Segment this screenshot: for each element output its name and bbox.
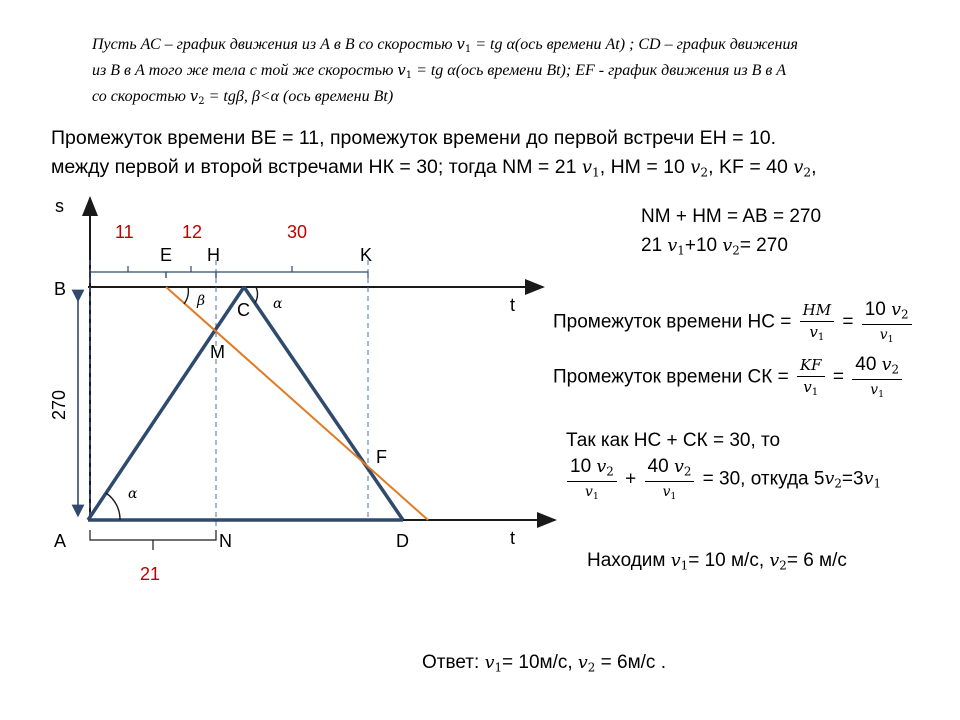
label-t-top: t: [510, 295, 516, 315]
fraction-40v2-over-v1: $\frac{40 v_2}{v_1}$: [852, 355, 902, 400]
angle-beta-label: β: [197, 293, 206, 309]
result-line: Находим $v_1= 10$ м/с, $v_2= 6$ м/с: [587, 550, 847, 573]
v1-symbol: $v_1$: [667, 236, 685, 258]
intro-text: = tg α(ось времени Bt); EF - график движения из В в А: [412, 62, 787, 79]
v2-symbol: $v_2$: [189, 88, 205, 107]
since-line-1: Так как НС + СК = 30, то: [566, 430, 781, 451]
angle-beta-arc: [184, 287, 188, 304]
angle-alpha-label-c: α: [273, 296, 283, 312]
v1-symbol: $v_1$: [456, 36, 472, 55]
fraction-kf-over-v1: $\frac{KF}{v_1}$: [797, 357, 825, 398]
brace-eh: [166, 266, 216, 278]
brace-an: [90, 530, 216, 550]
angle-alpha-arc-a: [106, 493, 120, 520]
v2-symbol: $v_2$: [824, 469, 842, 491]
line-ef: [166, 287, 428, 520]
interval-ck: Промежуток времени СК = $\frac{KF}{v_1}$ = $\frac{40 v_2}{v_1}$: [553, 355, 905, 400]
label-e: E: [160, 245, 173, 265]
answer-line: Ответ: $v_1= 10м/с$, $v_2 = 6м/с$ .: [422, 652, 666, 675]
brace-eh-value: 12: [182, 222, 203, 242]
v2-symbol: $v_2$: [769, 551, 787, 573]
fraction-10v2-over-v1: $\frac{10 v_2}{v_1}$: [862, 300, 912, 345]
v1-symbol: $v_1$: [581, 157, 600, 180]
v2-symbol: $v_2$: [891, 300, 909, 322]
label-t-bottom: t: [510, 528, 516, 548]
equation-2: 21 $v_1+10$ $v_2= 270$: [641, 235, 788, 258]
equation-1: NM + HM = AB = 270: [641, 206, 822, 227]
fraction-40v2-over-v1: $\frac{40 v_2}{v_1}$: [645, 457, 695, 502]
since-block: [566, 426, 881, 502]
label-s-axis: s: [55, 196, 64, 216]
since-line-2: $\frac{10 v_2}{v_1}$ + $\frac{40 v_2}{v_1}$ = 30, откуда $5v_2=3v_1$: [564, 457, 881, 502]
intro-text: = tg α(ось времени Аt) ; CD – график движения: [471, 36, 798, 53]
angle-alpha-label-a: α: [128, 486, 138, 502]
intro-text: Пусть АС – график движения из А в В со скоростью: [92, 36, 457, 53]
label-h: H: [207, 245, 220, 265]
v2-symbol: $v_2$: [690, 157, 709, 180]
v1-symbol: $v_1$: [670, 551, 689, 573]
fraction-hm-over-v1: $\frac{HM}{v_1}$: [800, 302, 834, 343]
line-ac: [88, 287, 244, 520]
v1-symbol: $v_1$: [397, 62, 413, 81]
brace-an-value: 21: [140, 564, 161, 584]
label-m: M: [210, 342, 225, 362]
intro-text: со скоростью: [92, 88, 190, 105]
intro-text: = tgβ, β<α (ось времени Bt): [204, 88, 394, 105]
brace-hk-value: 30: [287, 222, 308, 242]
label-f: F: [376, 447, 387, 467]
brace-be-value: 11: [115, 222, 134, 242]
brace-be: [90, 266, 166, 278]
statement-line-1: Промежуток времени ВЕ = 11, промежуток времени до первой встречи ЕН = 10.: [51, 127, 777, 149]
equation-nm-hm: [641, 202, 821, 266]
label-c: C: [237, 300, 250, 320]
statement-line-2: между первой и второй встречами НК = 30; тогда NM = 21 $v_1$, HM = 10 $v_2$, KF = 40 $v_2$,: [51, 156, 817, 180]
label-n: N: [219, 531, 232, 551]
v2-symbol: $v_2$: [881, 355, 900, 377]
fraction-10v2-over-v1: $\frac{10 v_2}{v_1}$: [567, 457, 617, 502]
label-b: B: [54, 279, 67, 299]
intro-text: из В в А того же тела с той же скоростью: [92, 62, 398, 79]
v2-symbol: $v_2$: [577, 653, 596, 675]
label-a: A: [54, 531, 67, 551]
interval-hc: Промежуток времени НС = $\frac{HM}{v_1}$ = $\frac{10 v_2}{v_1}$: [553, 300, 915, 345]
label-d: D: [396, 531, 409, 551]
ab-length-value: 270: [49, 389, 69, 420]
v2-symbol: $v_2$: [793, 157, 812, 180]
v1-symbol: $v_1$: [484, 653, 502, 675]
label-k: K: [360, 245, 373, 265]
brace-hk: [216, 266, 368, 278]
v1-symbol: $v_1$: [863, 469, 882, 491]
v2-symbol: $v_2$: [722, 236, 740, 258]
line-cd: [244, 287, 403, 520]
